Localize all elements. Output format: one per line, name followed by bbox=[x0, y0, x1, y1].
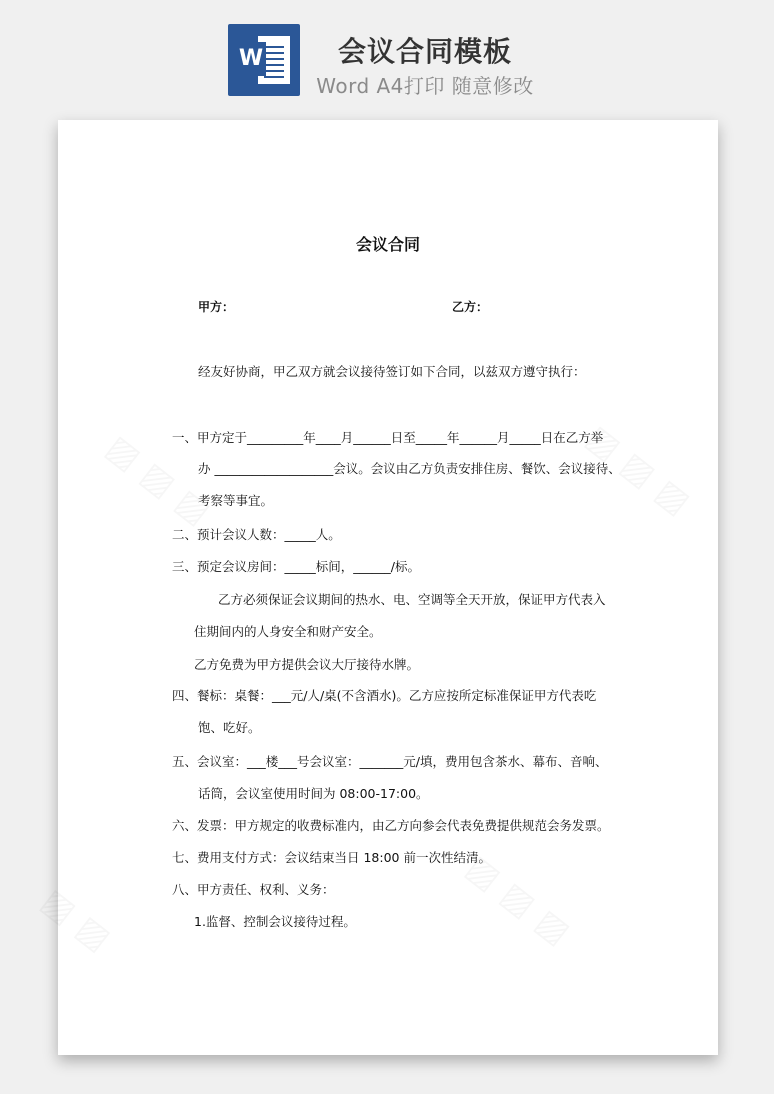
clause-line: 办 ___________________会议。会议由乙方负责安排住房、餐饮、会议接待、 bbox=[198, 461, 621, 476]
template-subtitle: Word A4打印 随意修改 bbox=[316, 74, 534, 98]
clause-line: 三、预定会议房间：_____标间，______/标。 bbox=[172, 559, 420, 574]
party-b-label: 乙方： bbox=[452, 300, 489, 314]
intro-paragraph: 经友好协商，甲乙双方就会议接待签订如下合同，以兹双方遵守执行： bbox=[198, 364, 586, 379]
template-title: 会议合同模板 bbox=[337, 35, 512, 68]
clause-line: 住期间内的人身安全和财产安全。 bbox=[194, 624, 382, 639]
clause-line: 五、会议室：___楼___号会议室：_______元/填，费用包含茶水、幕布、音响、 bbox=[172, 754, 608, 769]
clause-line: 饱、吃好。 bbox=[198, 720, 261, 735]
clause-line: 话筒，会议室使用时间为 08:00-17:00。 bbox=[198, 786, 429, 801]
clause-line: 二、预计会议人数：_____人。 bbox=[172, 527, 341, 542]
word-app-icon bbox=[228, 24, 300, 96]
clause-line: 1.监督、控制会议接待过程。 bbox=[194, 914, 356, 929]
party-a-label: 甲方： bbox=[198, 300, 235, 314]
clause-line: 六、发票：甲方规定的收费标准内，由乙方向参会代表免费提供规范会务发票。 bbox=[172, 818, 610, 833]
clause-line: 八、甲方责任、权利、义务： bbox=[172, 882, 335, 897]
clause-line: 考察等事宜。 bbox=[198, 493, 274, 508]
clause-line: 四、餐标：桌餐：___元/人/桌(不含酒水)。乙方应按所定标准保证甲方代表吃 bbox=[172, 688, 597, 703]
clause-line: 乙方免费为甲方提供会议大厅接待水牌。 bbox=[194, 657, 420, 672]
clause-line: 一、甲方定于_________年____月______日至_____年______月_____日在乙方举 bbox=[172, 430, 604, 445]
document-title: 会议合同 bbox=[355, 235, 420, 254]
word-icon-letter: W bbox=[236, 42, 266, 76]
template-header bbox=[0, 0, 774, 118]
watermark bbox=[458, 847, 577, 952]
clause-line: 乙方必须保证会议期间的热水、电、空调等全天开放，保证甲方代表入 bbox=[218, 592, 606, 607]
watermark bbox=[34, 881, 119, 959]
document-page bbox=[58, 120, 718, 1055]
clause-line: 七、费用支付方式：会议结束当日 18:00 前一次性结清。 bbox=[172, 850, 491, 865]
